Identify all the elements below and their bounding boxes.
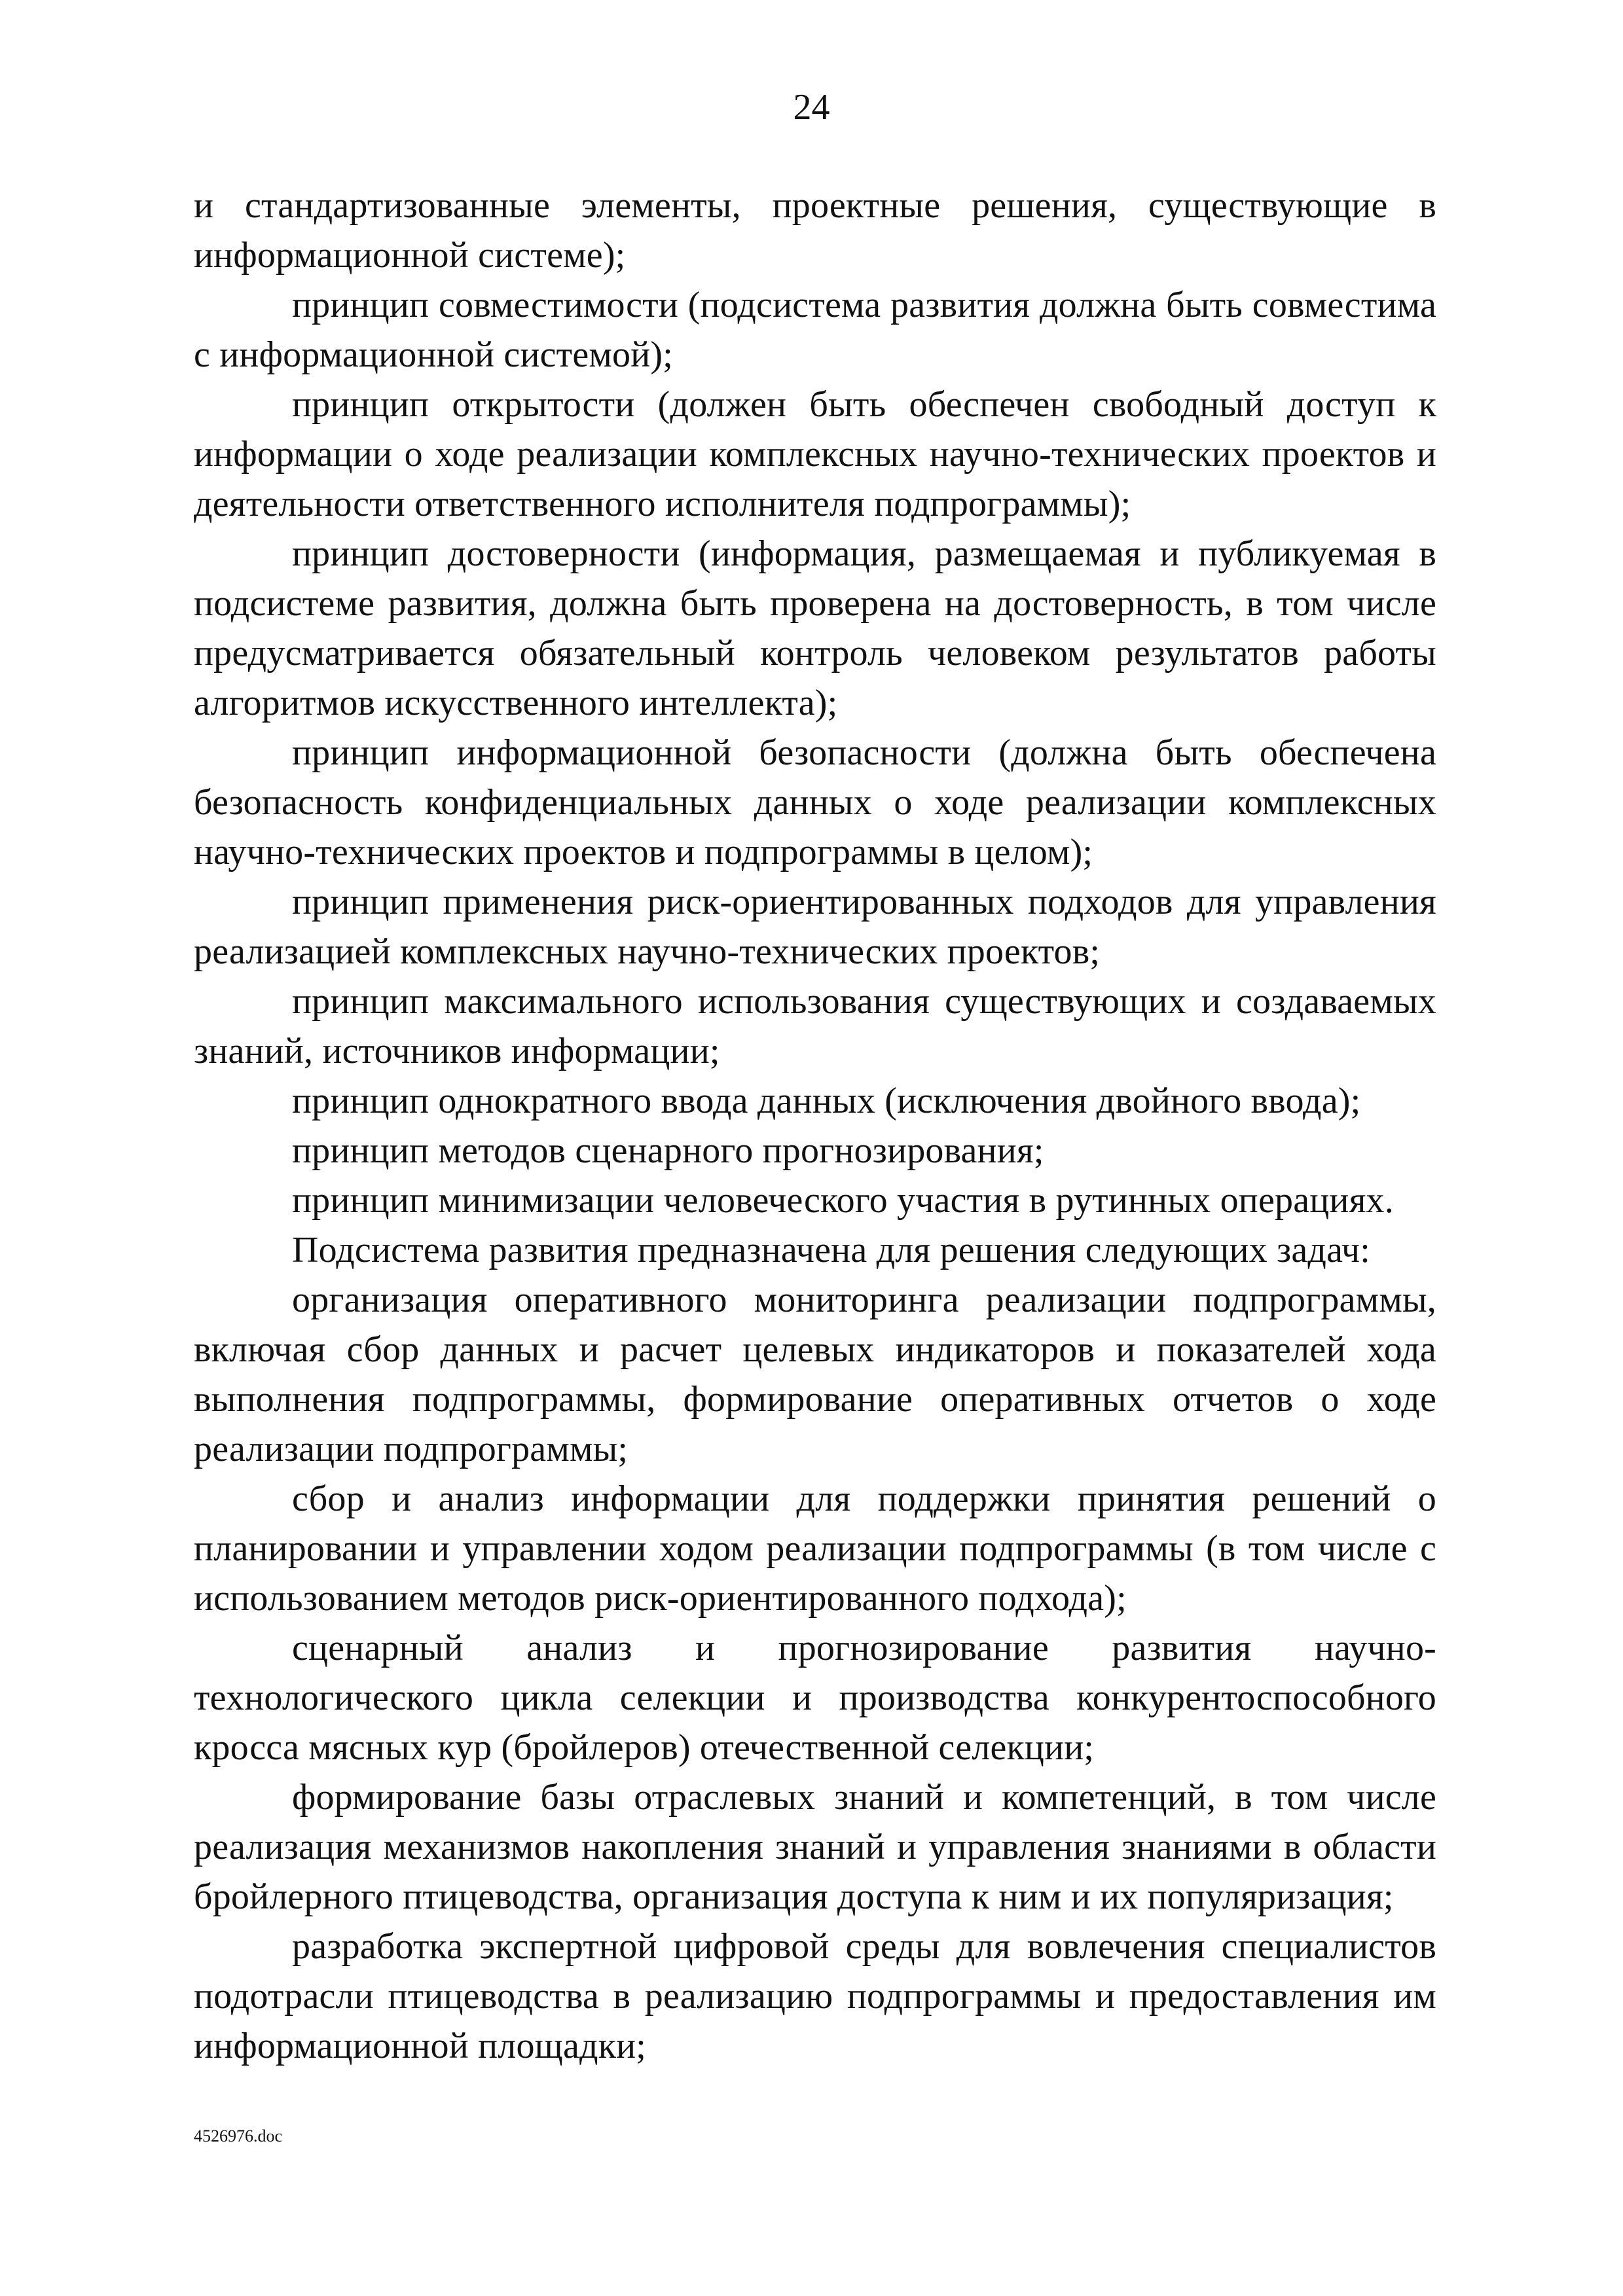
paragraph-openness-principle: принцип открытости (должен быть обеспечен свободный доступ к информации о ходе реализации комплексных научно-технических проектов и деятельности ответственного исполнителя подпрограммы); bbox=[194, 384, 1436, 524]
paragraph-continuation: и стандартизованные элементы, проектные решения, существующие в информационной системе); bbox=[194, 185, 1436, 276]
paragraph-security-principle: принцип информационной безопасности (должна быть обеспечена безопасность конфиденциальных данных о ходе реализации комплексных научно-технических проектов и подпрограммы в целом); bbox=[194, 732, 1436, 872]
paragraph-tasks-intro: Подсистема развития предназначена для решения следующих задач: bbox=[292, 1230, 1371, 1270]
paragraph-single-input-principle: принцип однократного ввода данных (исключения двойного ввода); bbox=[292, 1081, 1361, 1121]
paragraph-task-forecasting: сценарный анализ и прогнозирование развития научно-технологического цикла селекции и производства конкурентоспособного кросса мясных кур (бройлеров) отечественной селекции; bbox=[194, 1628, 1436, 1768]
document-filename: 4526976.doc bbox=[194, 2126, 283, 2145]
page-number: 24 bbox=[793, 87, 830, 128]
paragraph-compatibility-principle: принцип совместимости (подсистема развития должна быть совместима с информационной системой); bbox=[194, 285, 1436, 375]
paragraph-reliability-principle: принцип достоверности (информация, размещаемая и публикуемая в подсистеме развития, должна быть проверена на достоверность, в том числе предусматривается обязательный контроль человеком результатов работы алгоритмов искусственного интеллекта); bbox=[194, 533, 1436, 723]
paragraph-task-knowledge-base: формирование базы отраслевых знаний и компетенций, в том числе реализация механизмов накопления знаний и управления знаниями в области бройлерного птицеводства, организация доступа к ним и их популяризация; bbox=[194, 1777, 1436, 1917]
document-body bbox=[194, 181, 1436, 2071]
paragraph-task-analysis: сбор и анализ информации для поддержки принятия решений о планировании и управлении ходом реализации подпрограммы (в том числе с использованием методов риск-ориентированного подхода); bbox=[194, 1479, 1436, 1619]
paragraph-task-expert-environment: разработка экспертной цифровой среды для вовлечения специалистов подотрасли птицеводства в реализацию подпрограммы и предоставления им информационной площадки; bbox=[194, 1926, 1436, 2066]
paragraph-risk-principle: принцип применения риск-ориентированных подходов для управления реализацией комплексных научно-технических проектов; bbox=[194, 882, 1436, 972]
paragraph-task-monitoring: организация оперативного мониторинга реализации подпрограммы, включая сбор данных и расчет целевых индикаторов и показателей хода выполнения подпрограммы, формирование оперативных отчетов о ходе реализации подпрограммы; bbox=[194, 1280, 1436, 1469]
paragraph-knowledge-principle: принцип максимального использования существующих и создаваемых знаний, источников информации; bbox=[194, 981, 1436, 1071]
paragraph-minimization-principle: принцип минимизации человеческого участия в рутинных операциях. bbox=[292, 1180, 1394, 1221]
paragraph-scenario-principle: принцип методов сценарного прогнозирования; bbox=[292, 1130, 1044, 1171]
